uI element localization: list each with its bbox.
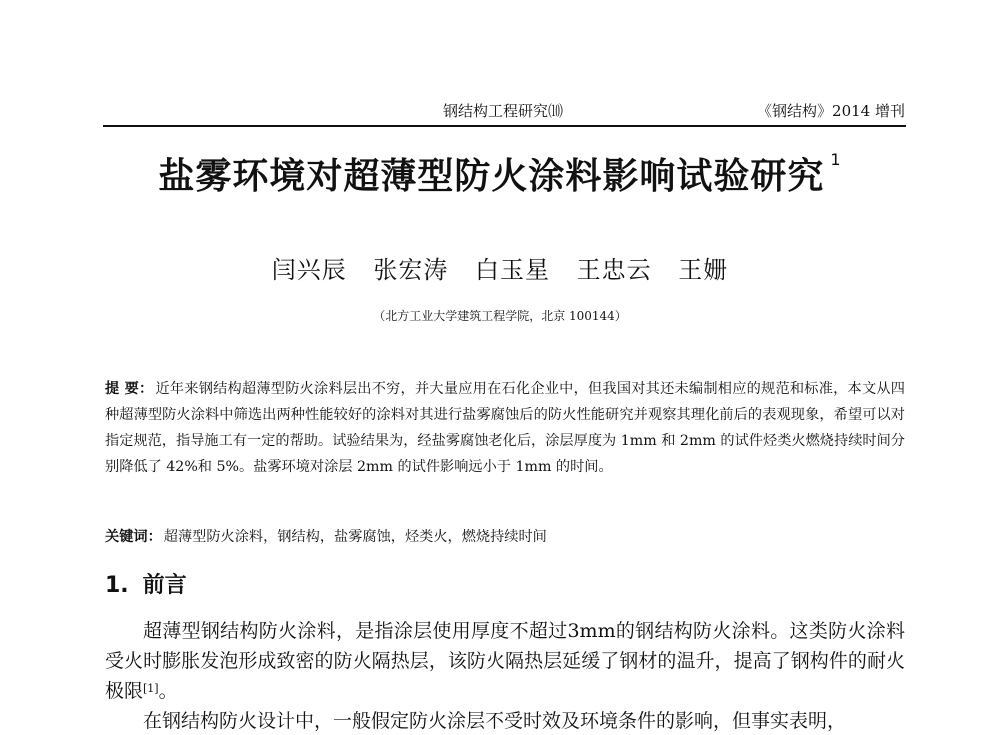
- header-journal-issue: 《钢结构》2014 增刊: [757, 102, 905, 120]
- keywords-label: 关键词：: [105, 529, 162, 545]
- affiliation: （北方工业大学建筑工程学院，北京 100144）: [373, 309, 627, 323]
- abstract-text: 近年来钢结构超薄型防火涂料层出不穷，并大量应用在石化企业中，但我国对其还未编制相应的规范和标准，本文从四种超薄型防火涂料中筛选出两种性能较好的涂料对其进行盐雾腐蚀后的防火性能研究并观察其理化前后的表观现象，希望可以对指定规范，指导施工有一定的帮助。试验结果为，经盐雾腐蚀老化后，涂层厚度为 1mm 和 2mm 的试件烃类火燃烧持续时间分别降低了 42%和 5%。盐雾环境对涂层 2mm 的试件影响远小于 1mm 的时间。: [105, 381, 905, 475]
- running-header: [105, 98, 905, 122]
- abstract-label: 提 要：: [105, 381, 154, 397]
- body-paragraph: [105, 706, 905, 735]
- header-rule: [103, 125, 906, 127]
- body-text: [105, 616, 905, 735]
- author-list: 闫兴辰 张宏涛 白玉星 王忠云 王姗: [271, 256, 729, 284]
- paragraph-1-end: 。: [158, 680, 178, 702]
- keywords-text: 超薄型防火涂料，钢结构，盐雾腐蚀，烃类火，燃烧持续时间: [163, 529, 547, 545]
- section-number: 1.: [105, 573, 129, 598]
- paper-title-text: 盐雾环境对超薄型防火涂料影响试验研究: [158, 156, 825, 197]
- paragraph-1-text: 超薄型钢结构防火涂料，是指涂层使用厚度不超过3mm的钢结构防火涂料。这类防火涂料受火时膨胀发泡形成致密的防火隔热层，该防火隔热层延缓了钢材的温升，提高了钢构件的耐火极限: [105, 620, 905, 702]
- citation-ref[interactable]: [1]: [143, 682, 159, 695]
- keywords: [105, 525, 905, 549]
- section-title: 前言: [142, 573, 187, 598]
- section-heading: [105, 568, 187, 599]
- abstract: [105, 376, 905, 480]
- body-paragraph: [105, 616, 905, 706]
- header-series-title: 钢结构工程研究⑽: [443, 102, 564, 120]
- title-footnote-mark: 1: [830, 150, 842, 169]
- paragraph-2-text: 在钢结构防火设计中，一般假定防火涂层不受时效及环境条件的影响，但事实表明，: [143, 710, 847, 732]
- paper-title: [0, 148, 1000, 199]
